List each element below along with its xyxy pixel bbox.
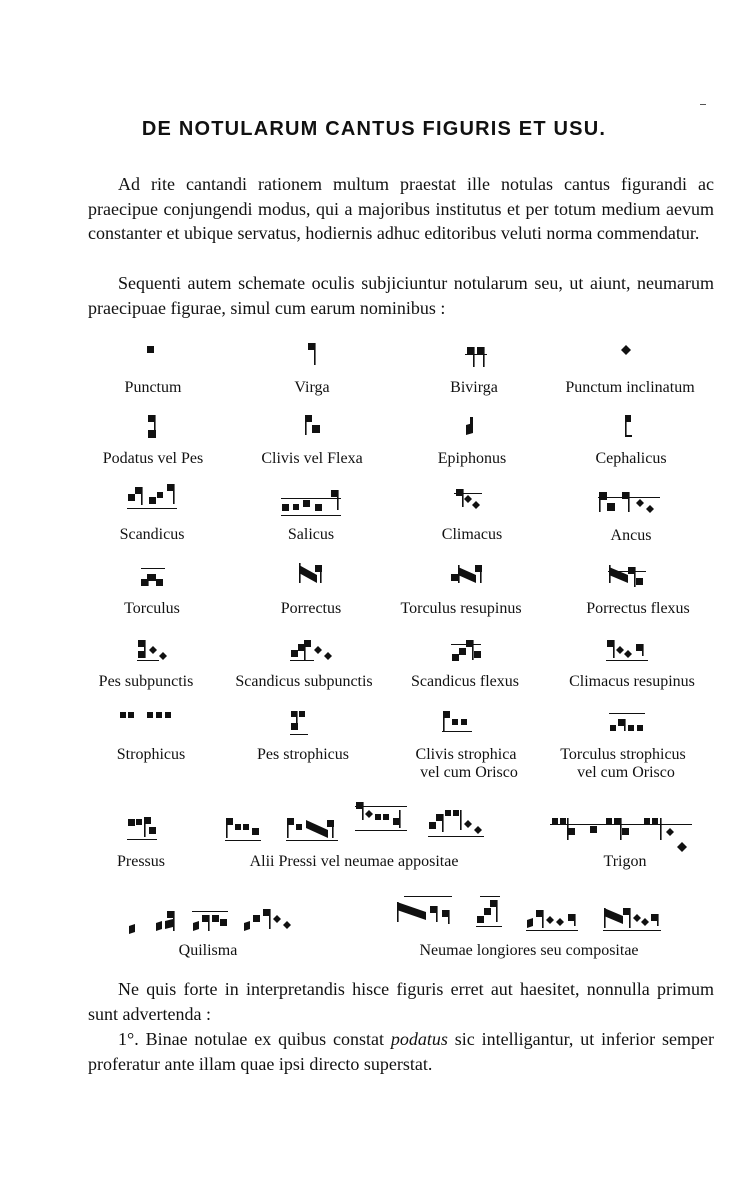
label-pes-subpunctis: Pes subpunctis (98, 673, 194, 690)
label-podatus: Podatus vel Pes (102, 450, 204, 467)
label-climacus-resupinus: Climacus resupinus (569, 673, 695, 690)
climacus-resupinus-neume (606, 638, 650, 666)
label-scandicus-flexus: Scandicus flexus (411, 673, 519, 690)
ancus-neume (598, 489, 662, 519)
podatus-neume (147, 413, 159, 441)
rule-1-before: Binae notulae ex quibus constat (145, 1029, 385, 1049)
label-porrectus-flexus: Porrectus flexus (586, 600, 690, 617)
label-epiphonus: Epiphonus (437, 450, 507, 467)
label-clivis-strophica-alt: vel cum Orisco (420, 764, 518, 781)
pressus-alt-4-neume (428, 806, 486, 840)
quilisma-neume-2 (155, 905, 181, 937)
clivis-neume (304, 413, 322, 439)
composite-neume-2 (476, 892, 506, 932)
punctum-neume (147, 345, 155, 355)
torculus-neume (139, 566, 169, 592)
label-torculus-strophicus-alt: vel cum Orisco (577, 764, 675, 781)
intro-paragraph-2: Sequenti autem schemate oculis subjiciuntur notularum seu, ut aiunt, neumarum praecipuae figurae, simul cum earum nominibus : (88, 273, 714, 318)
pes-strophicus-neume (290, 707, 312, 737)
quilisma-neume-3 (192, 905, 232, 937)
label-porrectus: Porrectus (280, 600, 342, 617)
label-torculus: Torculus (124, 600, 180, 617)
label-climacus: Climacus (441, 526, 503, 543)
label-neumae-longiores: Neumae longiores seu compositae (419, 942, 639, 959)
composite-neume-4 (603, 904, 665, 934)
bivirga-neume (465, 343, 489, 369)
pressus-neume (127, 813, 161, 843)
pes-subpunctis-neume (137, 638, 171, 666)
label-quilisma: Quilisma (178, 942, 238, 959)
rule-1-number: 1°. (118, 1029, 139, 1049)
label-torculus-resupinus: Torculus resupinus (400, 600, 522, 617)
trigon-neume (550, 812, 700, 858)
scandicus-flexus-neume (451, 638, 485, 666)
label-punctum: Punctum (124, 379, 182, 396)
label-torculus-strophicus: Torculus strophicus (560, 746, 686, 763)
label-scandicus-subpunctis: Scandicus subpunctis (235, 673, 373, 690)
outro-paragraph: Ne quis forte in interpretandis hisce figuris erret aut haesitet, nonnulla primum sunt advertenda : (88, 979, 714, 1024)
composite-neume-1 (396, 892, 460, 932)
epiphonus-neume (465, 415, 477, 439)
label-clivis: Clivis vel Flexa (261, 450, 363, 467)
scandicus-neume (127, 482, 183, 512)
salicus-neume (281, 488, 343, 518)
quilisma-neume-1 (128, 922, 138, 936)
torculus-strophicus-neume (608, 711, 648, 737)
porrectus-flexus-neume (608, 563, 648, 591)
punctum-inclinatum-neume (621, 345, 633, 357)
rule-1-after: sic intelligantur, ut inferior semper proferatur ante illam quae ipsi directo superstat. (88, 1029, 714, 1074)
torculus-resupinus-neume (450, 561, 484, 587)
margin-mark (700, 104, 706, 105)
pressus-alt-3-neume (355, 800, 411, 836)
cephalicus-neume (624, 413, 636, 441)
rule-1-term: podatus (390, 1029, 448, 1049)
label-trigon: Trigon (603, 853, 647, 870)
strophicus-neume (119, 710, 195, 724)
virga-neume (305, 341, 319, 367)
clivis-strophica-neume (442, 709, 476, 735)
label-scandicus: Scandicus (119, 526, 185, 543)
climacus-neume (454, 487, 484, 515)
label-clivis-strophica: Clivis strophica (415, 746, 517, 763)
page-title: DE NOTULARUM CANTUS FIGURIS ET USU. (141, 118, 607, 140)
pressus-alt-1-neume (225, 814, 265, 844)
scandicus-subpunctis-neume (290, 638, 336, 666)
label-pressus: Pressus (116, 853, 166, 870)
label-bivirga: Bivirga (450, 379, 498, 396)
quilisma-neume-4 (243, 905, 295, 937)
label-cephalicus: Cephalicus (595, 450, 667, 467)
label-strophicus: Strophicus (116, 746, 186, 763)
pressus-alt-2-neume (286, 814, 342, 844)
composite-neume-3 (526, 906, 582, 934)
label-ancus: Ancus (610, 527, 652, 544)
label-punctum-inclinatum: Punctum inclinatum (565, 379, 695, 396)
porrectus-neume (297, 561, 325, 587)
label-virga: Virga (294, 379, 330, 396)
label-alii-pressi: Alii Pressi vel neumae appositae (249, 853, 459, 870)
rule-1-paragraph (88, 1027, 714, 1076)
label-salicus: Salicus (287, 526, 335, 543)
label-pes-strophicus: Pes strophicus (257, 746, 349, 763)
intro-paragraph: Ad rite cantandi rationem multum praestat ille notulas cantus figurandi ac praecipue conjungendi modus, qui a majoribus institutus et per totum medium aevum constanter et ubique servatus, hodiernis adhuc editoribus veluti norma commendatur. (88, 174, 714, 243)
